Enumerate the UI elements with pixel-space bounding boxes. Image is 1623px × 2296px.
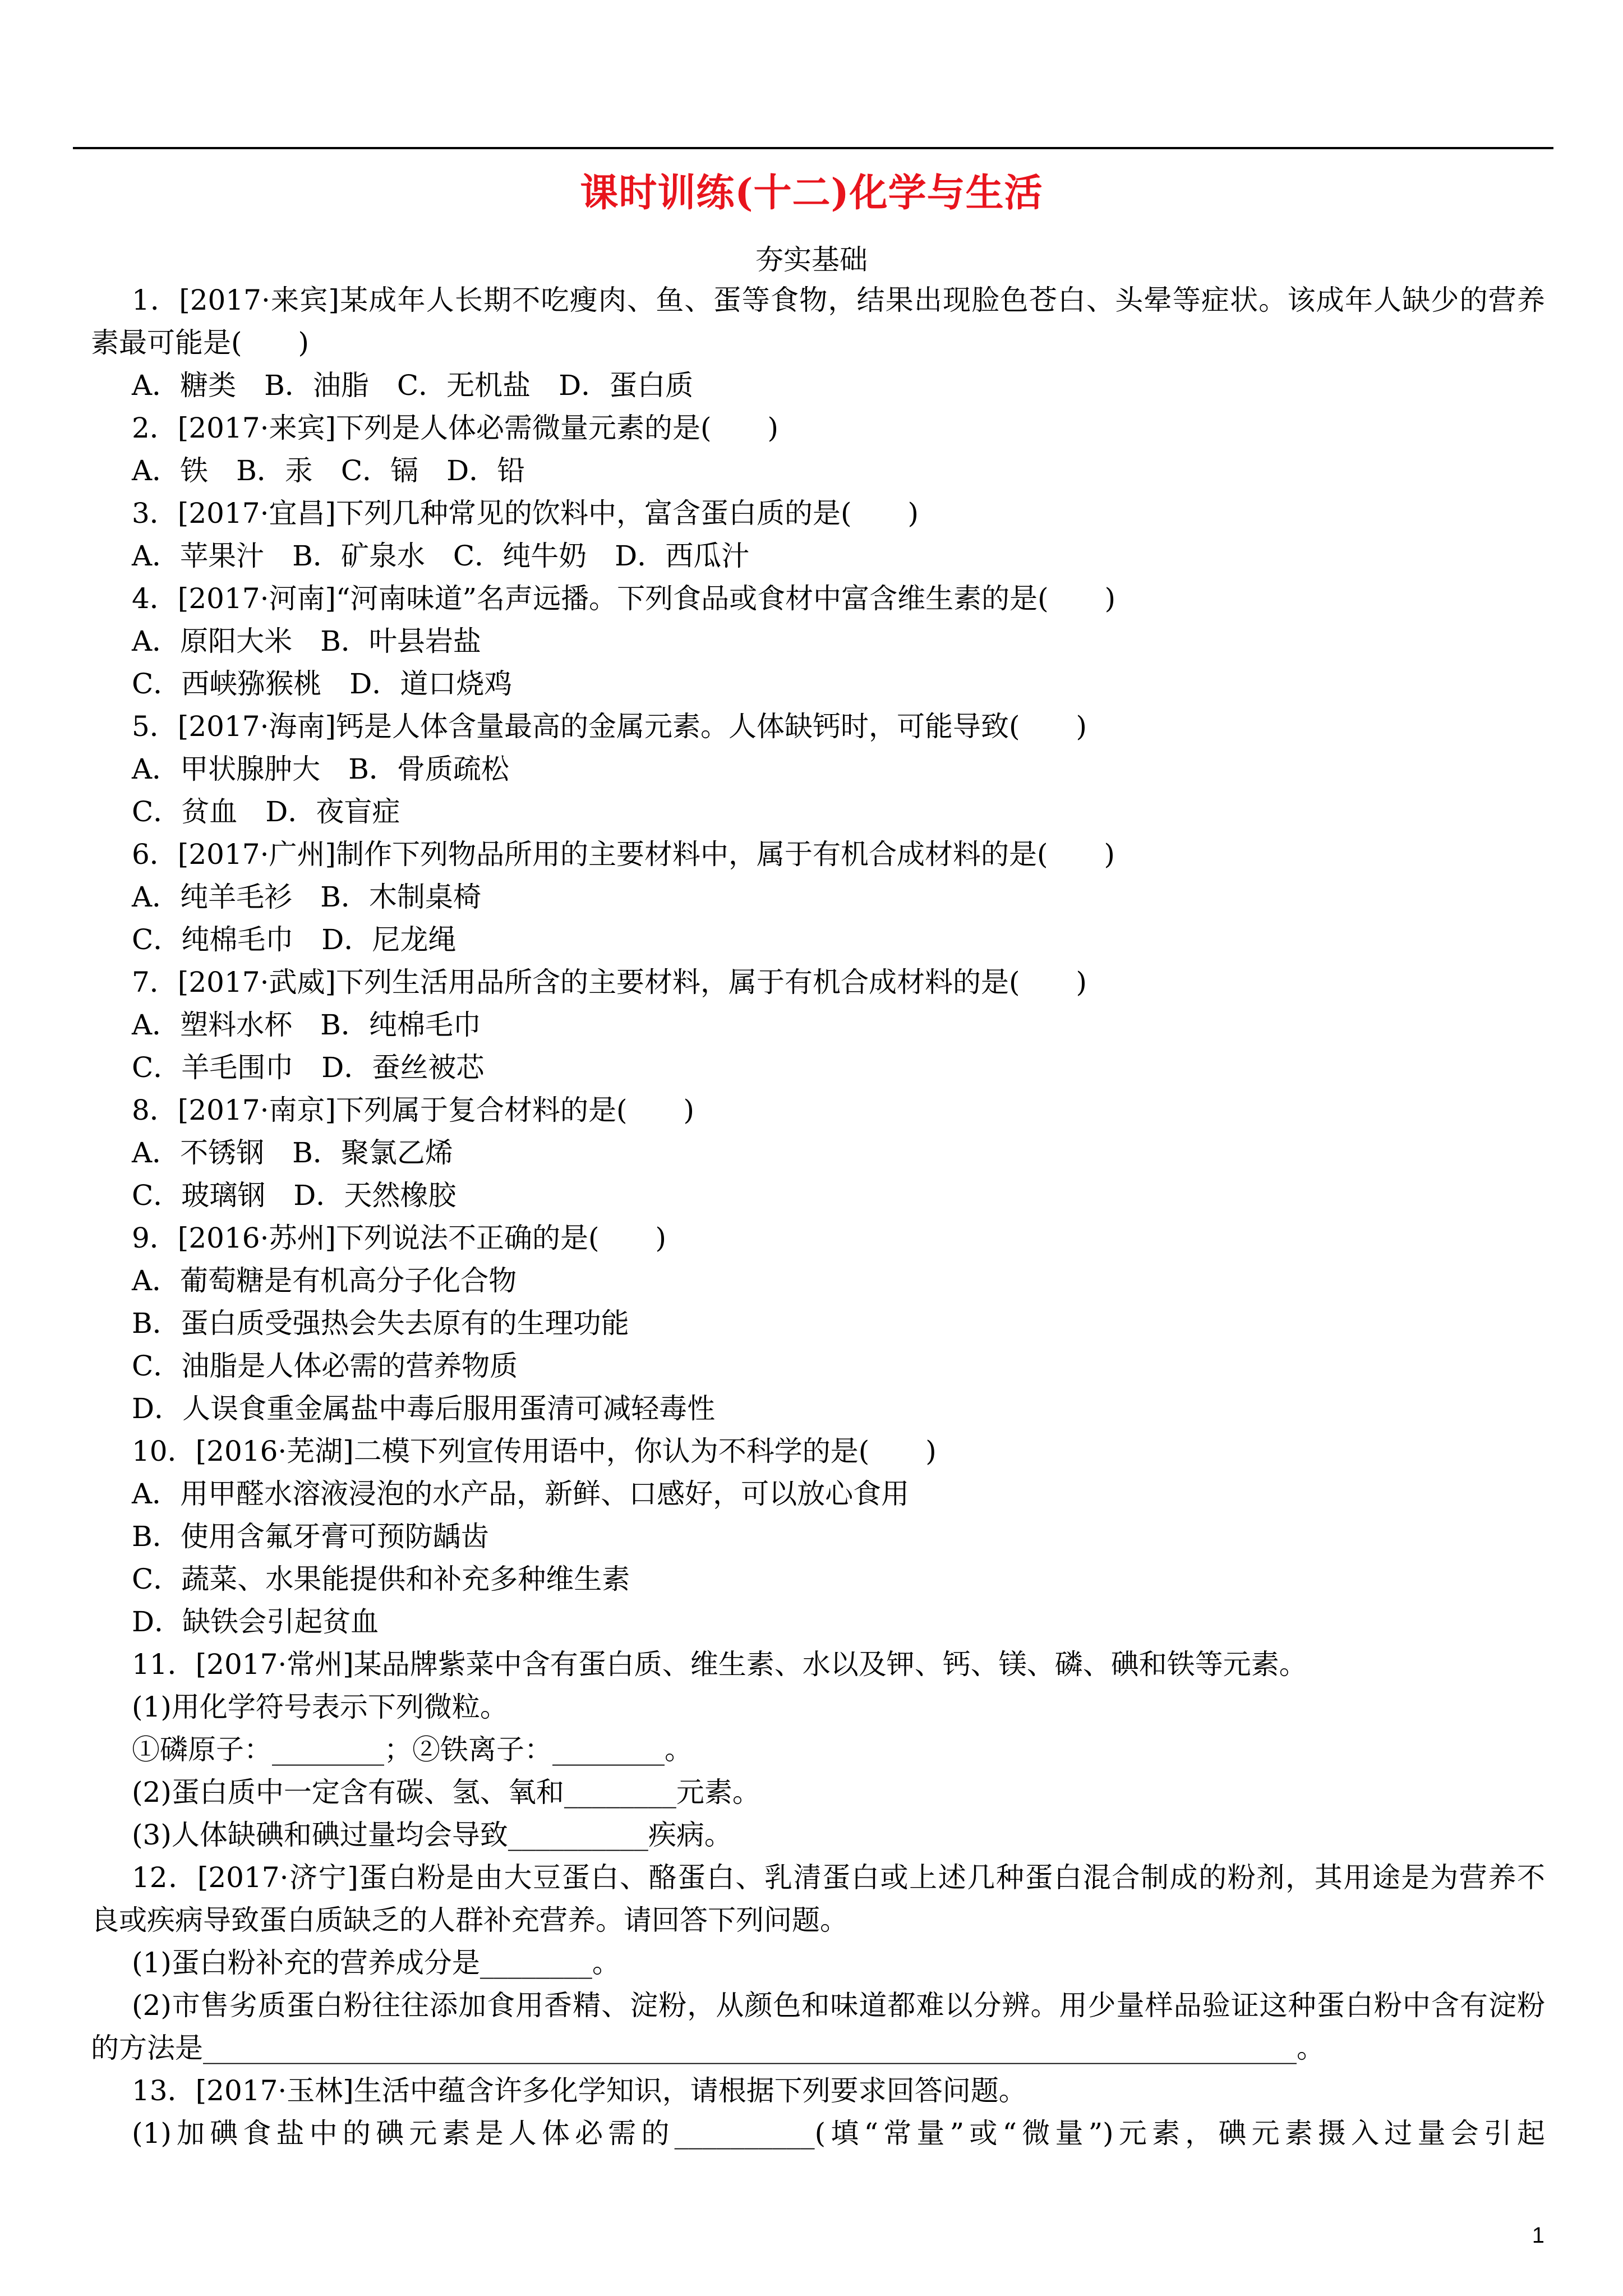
q2-stem: 2．[2017·来宾]下列是人体必需微量元素的是( ) <box>132 412 778 444</box>
q8-options-cd: C．玻璃钢 D．天然橡胶 <box>132 1179 457 1212</box>
q9-option-d: D．人误食重金属盐中毒后服用蛋清可减轻毒性 <box>132 1392 716 1425</box>
q9-stem: 9．[2016·苏州]下列说法不正确的是( ) <box>132 1222 666 1254</box>
q7-stem: 7．[2017·武威]下列生活用品所含的主要材料，属于有机合成材料的是( ) <box>132 966 1087 999</box>
q7-options-ab: A．塑料水杯 B．纯棉毛巾 <box>132 1009 481 1041</box>
q11-part2: (2)蛋白质中一定含有碳、氢、氧和________元素。 <box>132 1776 760 1809</box>
q10-option-a: A．用甲醛水溶液浸泡的水产品，新鲜、口感好，可以放心食用 <box>132 1478 910 1510</box>
q9-option-c: C．油脂是人体必需的营养物质 <box>132 1350 518 1382</box>
q1-stem-line1: 1．[2017·来宾]某成年人长期不吃瘦肉、鱼、蛋等食物，结果出现脸色苍白、头晕等症状。该成年人缺少的营养 <box>132 284 1545 316</box>
q11-part1: (1)用化学符号表示下列微粒。 <box>132 1691 508 1723</box>
q8-options-ab: A．不锈钢 B．聚氯乙烯 <box>132 1137 453 1169</box>
q5-options-cd: C．贫血 D．夜盲症 <box>132 795 400 828</box>
q10-option-d: D．缺铁会引起贫血 <box>132 1605 379 1638</box>
q4-options-cd: C．西峡猕猴桃 D．道口烧鸡 <box>132 668 513 700</box>
page-title: 课时训练(十二)化学与生活 <box>580 171 1043 215</box>
q9-option-a: A．葡萄糖是有机高分子化合物 <box>132 1264 517 1297</box>
q12-part1: (1)蛋白粉补充的营养成分是________。 <box>132 1947 620 1979</box>
q6-stem: 6．[2017·广州]制作下列物品所用的主要材料中，属于有机合成材料的是( ) <box>132 838 1115 871</box>
q11-part3: (3)人体缺碘和碘过量均会导致__________疾病。 <box>132 1819 732 1851</box>
q12-stem-line2: 良或疾病导致蛋白质缺乏的人群补充营养。请回答下列问题。 <box>91 1904 848 1936</box>
q6-options-cd: C．纯棉毛巾 D．尼龙绳 <box>132 923 457 956</box>
q8-stem: 8．[2017·南京]下列属于复合材料的是( ) <box>132 1094 694 1126</box>
q10-option-b: B．使用含氟牙膏可预防龋齿 <box>132 1520 489 1553</box>
q11-part1-blanks: ①磷原子：________；②铁离子：________。 <box>132 1733 693 1766</box>
q12-part2-line1: (2)市售劣质蛋白粉往往添加食用香精、淀粉，从颜色和味道都难以分辨。用少量样品验证这种蛋白粉中含有淀粉 <box>132 1989 1545 2022</box>
q13-stem: 13．[2017·玉林]生活中蕴含许多化学知识，请根据下列要求回答问题。 <box>132 2074 1027 2107</box>
q11-stem: 11．[2017·常州]某品牌紫菜中含有蛋白质、维生素、水以及钾、钙、镁、磷、碘和铁等元素。 <box>132 1648 1307 1681</box>
q1-stem-line2: 素最可能是( ) <box>91 326 310 359</box>
q12-part2-line2: 的方法是______________________________________________________________________________。 <box>91 2032 1325 2064</box>
header-rule <box>73 147 1553 149</box>
q10-stem: 10．[2016·芜湖]二模下列宣传用语中，你认为不科学的是( ) <box>132 1435 937 1467</box>
q1-options: A．糖类 B．油脂 C．无机盐 D．蛋白质 <box>132 369 694 402</box>
q10-option-c: C．蔬菜、水果能提供和补充多种维生素 <box>132 1563 630 1595</box>
q5-stem: 5．[2017·海南]钙是人体含量最高的金属元素。人体缺钙时，可能导致( ) <box>132 710 1087 743</box>
q5-options-ab: A．甲状腺肿大 B．骨质疏松 <box>132 753 509 785</box>
q2-options: A．铁 B．汞 C．镉 D．铅 <box>132 454 525 487</box>
page-number: 1 <box>1532 2223 1544 2248</box>
q3-options: A．苹果汁 B．矿泉水 C．纯牛奶 D．西瓜汁 <box>132 540 750 572</box>
q6-options-ab: A．纯羊毛衫 B．木制桌椅 <box>132 881 481 913</box>
q7-options-cd: C．羊毛围巾 D．蚕丝被芯 <box>132 1051 485 1084</box>
q13-part1: (1)加碘食盐中的碘元素是人体必需的__________(填“常量”或“微量”)元素，碘元素摄入过量会引起 <box>132 2117 1545 2150</box>
q4-stem: 4．[2017·河南]“河南味道”名声远播。下列食品或食材中富含维生素的是( ) <box>132 582 1116 615</box>
section-heading: 夯实基础 <box>755 243 868 276</box>
q9-option-b: B．蛋白质受强热会失去原有的生理功能 <box>132 1307 629 1340</box>
q4-options-ab: A．原阳大米 B．叶县岩盐 <box>132 625 481 657</box>
q12-stem-line1: 12．[2017·济宁]蛋白粉是由大豆蛋白、酪蛋白、乳清蛋白或上述几种蛋白混合制成的粉剂，其用途是为营养不 <box>132 1861 1545 1894</box>
q3-stem: 3．[2017·宜昌]下列几种常见的饮料中，富含蛋白质的是( ) <box>132 497 919 530</box>
